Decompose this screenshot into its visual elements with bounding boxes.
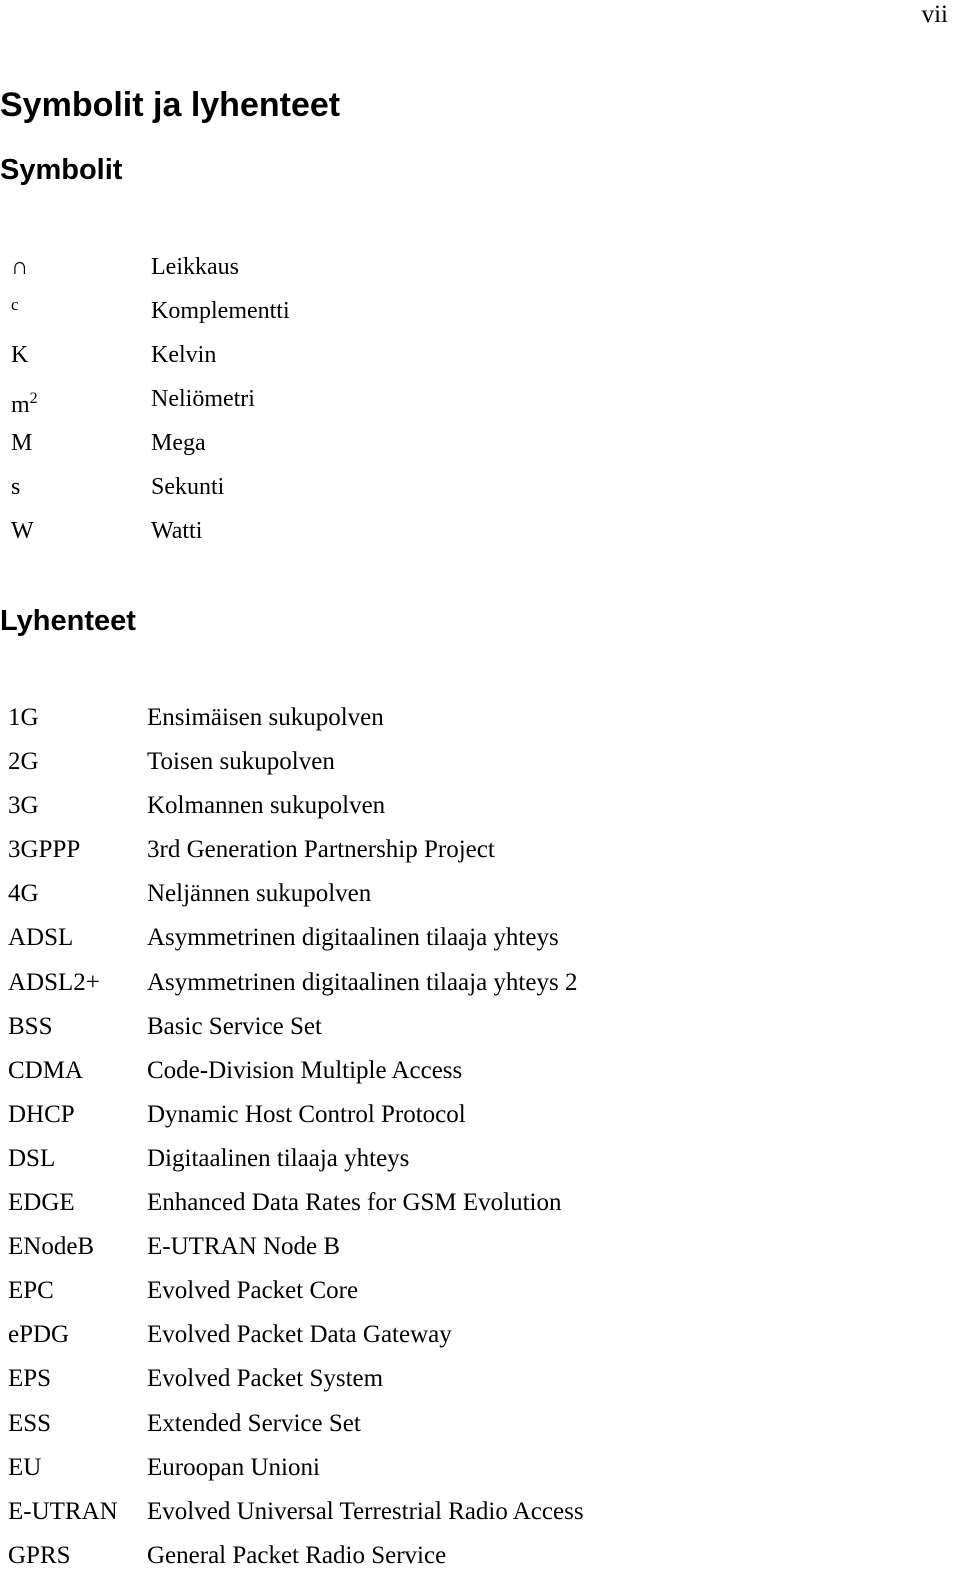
symbol-definition: Watti: [151, 518, 203, 544]
abbreviation-definition: Asymmetrinen digitaalinen tilaaja yhteys 2: [147, 968, 578, 996]
abbreviation-definition: Digitaalinen tilaaja yhteys: [147, 1144, 410, 1172]
symbol-definition: Kelvin: [151, 342, 217, 368]
abbreviation-definition: Toisen sukupolven: [147, 748, 335, 776]
abbreviation-term: 1G: [8, 704, 39, 731]
abbreviation-term: BSS: [8, 1012, 53, 1040]
abbreviation-definition: Basic Service Set: [147, 1012, 322, 1040]
abbreviation-term: ePDG: [8, 1321, 70, 1349]
abbreviation-definition: Dynamic Host Control Protocol: [147, 1100, 466, 1128]
abbreviation-definition: Evolved Packet System: [147, 1365, 384, 1393]
abbreviation-definition: Extended Service Set: [147, 1409, 361, 1437]
symbol-definition: Leikkaus: [151, 254, 239, 280]
abbreviation-term: 3G: [8, 792, 39, 820]
symbol-superscript: 2: [29, 390, 38, 407]
abbreviation-definition: Kolmannen sukupolven: [147, 792, 386, 820]
abbreviation-term: EPC: [8, 1277, 54, 1305]
symbol-term: [11, 384, 38, 420]
abbreviation-term: 3GPPP: [8, 836, 81, 864]
symbol-term: M: [11, 430, 33, 456]
abbreviation-term: ENodeB: [8, 1233, 95, 1261]
abbreviation-definition: E-UTRAN Node B: [147, 1233, 341, 1261]
abbreviation-definition: Evolved Packet Data Gateway: [147, 1321, 452, 1349]
abbreviation-definition: Evolved Universal Terrestrial Radio Access: [147, 1497, 584, 1525]
symbol-term: s: [11, 474, 21, 500]
abbreviation-term: ESS: [8, 1409, 52, 1437]
symbol-base: m: [11, 392, 30, 418]
abbreviations-heading: Lyhenteet: [0, 605, 136, 637]
abbreviation-term: EPS: [8, 1365, 52, 1393]
abbreviation-term: DSL: [8, 1144, 56, 1172]
abbreviation-term: EU: [8, 1453, 42, 1481]
abbreviation-definition: General Packet Radio Service: [147, 1541, 447, 1569]
abbreviation-definition: Asymmetrinen digitaalinen tilaaja yhteys: [147, 924, 559, 952]
abbreviation-term: CDMA: [8, 1056, 84, 1084]
abbreviation-term: EDGE: [8, 1189, 75, 1217]
abbreviation-term: GPRS: [8, 1541, 71, 1569]
abbreviation-term: 4G: [8, 880, 39, 908]
abbreviation-term: E-UTRAN: [8, 1497, 118, 1525]
symbol-definition: Komplementti: [151, 298, 290, 324]
symbol-term: K: [11, 342, 29, 368]
symbol-definition: Sekunti: [151, 474, 225, 500]
symbol-term: W: [11, 518, 34, 544]
symbol-term: ∩: [11, 254, 29, 280]
symbol-definition: Mega: [151, 430, 206, 456]
abbreviation-term: ADSL: [8, 924, 74, 952]
abbreviation-term: ADSL2+: [8, 968, 100, 996]
abbreviation-definition: Code-Division Multiple Access: [147, 1056, 463, 1084]
abbreviation-term: DHCP: [8, 1100, 75, 1128]
abbreviation-definition: 3rd Generation Partnership Project: [147, 836, 495, 864]
page-number: vii: [921, 1, 948, 28]
abbreviation-definition: Ensimäisen sukupolven: [147, 704, 384, 731]
abbreviation-definition: Euroopan Unioni: [147, 1453, 320, 1481]
symbols-heading: Symbolit: [0, 154, 123, 186]
abbreviation-definition: Evolved Packet Core: [147, 1277, 359, 1305]
page-title: Symbolit ja lyhenteet: [0, 86, 341, 124]
abbreviation-term: 2G: [8, 748, 39, 776]
symbol-term: c: [11, 295, 19, 314]
symbol-definition: Neliömetri: [151, 386, 255, 412]
abbreviation-definition: Neljännen sukupolven: [147, 880, 372, 908]
abbreviation-definition: Enhanced Data Rates for GSM Evolution: [147, 1189, 562, 1217]
